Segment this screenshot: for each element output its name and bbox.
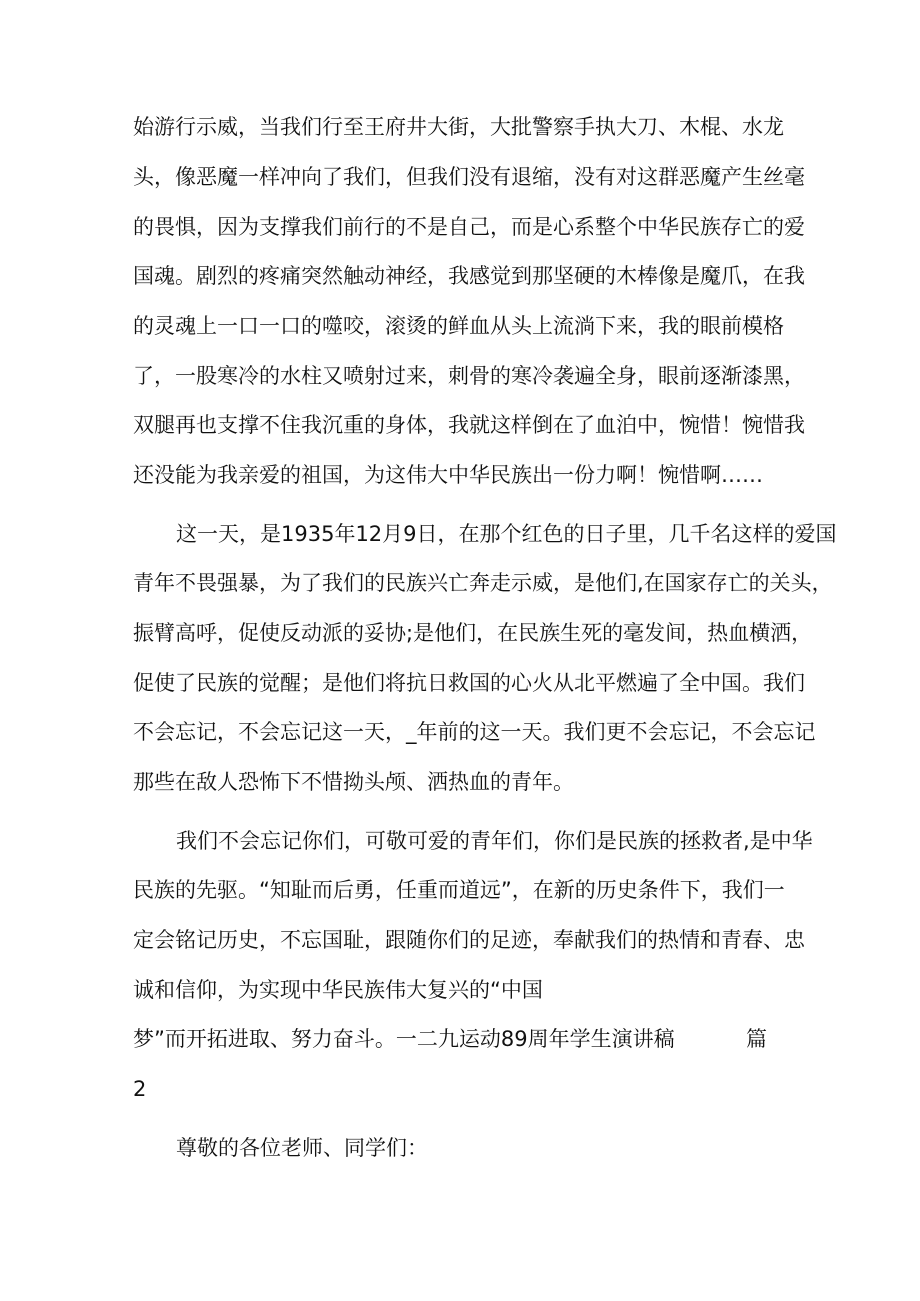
text-line: 青年不畏强暴，为了我们的民族兴亡奔走示威，是他们,在国家存亡的关头， <box>133 571 833 595</box>
text-line: 民族的先驱。“知耻而后勇，任重而道远”，在新的历史条件下，我们一 <box>133 878 785 902</box>
text-line: 我们不会忘记你们，可敬可爱的青年们，你们是民族的拯救者,是中华 <box>176 829 813 853</box>
text-line: 还没能为我亲爱的祖国，为这伟大中华民族出一份力啊！惋惜啊…… <box>133 463 763 487</box>
text-line: 国魂。剧烈的疼痛突然触动神经，我感觉到那坚硬的木棒像是魔爪，在我 <box>133 264 805 288</box>
text-line: 的畏惧，因为支撑我们前行的不是自己，而是心系整个中华民族存亡的爱 <box>133 215 805 239</box>
text-line: 促使了民族的觉醒；是他们将抗日救国的心火从北平燃遍了全中国。我们 <box>133 671 805 695</box>
text-line: 定会铭记历史，不忘国耻，跟随你们的足迹，奉献我们的热情和青春、忠 <box>133 928 805 952</box>
text-line: 的灵魂上一口一口的噬咬，滚烫的鲜血从头上流淌下来，我的眼前模格 <box>133 314 784 338</box>
text-line: 振臂高呼，促使反动派的妥协;是他们，在民族生死的毫发间，热血横洒， <box>133 621 813 645</box>
salutation: 尊敬的各位老师、同学们： <box>176 1136 428 1160</box>
text-line: 双腿再也支撑不住我沉重的身体，我就这样倒在了血泊中，惋惜！惋惜我 <box>133 413 805 437</box>
trailing-word: 篇 <box>746 1027 767 1051</box>
text-line: 那些在敌人恐怖下不惜拗头颅、洒热血的青年。 <box>133 770 574 794</box>
text-line: 这一天，是1935年12月9日，在那个红色的日子里，几千名这样的爱国 <box>176 522 837 546</box>
text-line: 头，像恶魔一样冲向了我们，但我们没有退缩，没有对这群恶魔产生丝毫 <box>133 165 805 189</box>
section-number: 2 <box>133 1077 147 1101</box>
text-line: 梦”而开拓进取、努力奋斗。一二九运动89周年学生演讲稿 <box>133 1027 675 1051</box>
text-line: 不会忘记，不会忘记这一天，_年前的这一天。我们更不会忘记，不会忘记 <box>133 720 816 744</box>
text-line: 了，一股寒冷的水柱又喷射过来，刺骨的寒冷袭遍全身，眼前逐渐漆黑， <box>133 364 805 388</box>
text-line: 诚和信仰，为实现中华民族伟大复兴的“中国 <box>133 978 543 1002</box>
text-line: 始游行示威，当我们行至王府井大街，大批警察手执大刀、木棍、水龙 <box>133 115 784 139</box>
